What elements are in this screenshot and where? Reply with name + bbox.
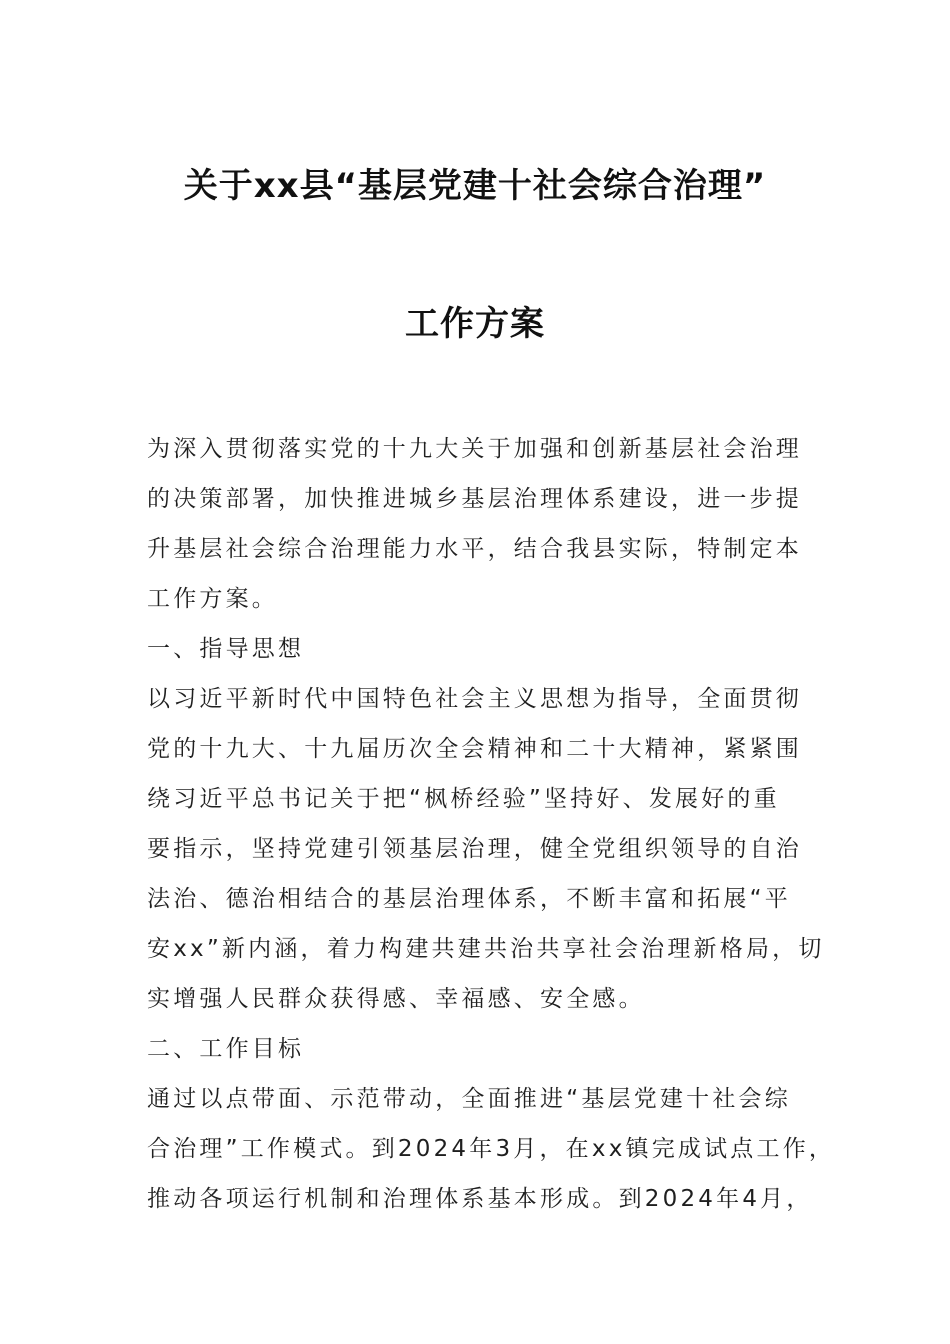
body-line: 安xx”新内涵，着力构建共建共治共享社会治理新格局，切 xyxy=(147,936,825,962)
body-line: 法治、德治相结合的基层治理体系，不断丰富和拓展“平 xyxy=(147,886,791,912)
section-heading: 二、工作目标 xyxy=(147,1036,305,1062)
body-line: 推动各项运行机制和治理体系基本形成。到2024年4月， xyxy=(147,1186,813,1212)
body-line: 升基层社会综合治理能力水平，结合我县实际，特制定本 xyxy=(147,536,802,562)
body-line: 通过以点带面、示范带动，全面推进“基层党建十社会综 xyxy=(147,1086,791,1112)
body-line: 绕习近平总书记关于把“枫桥经验”坚持好、发展好的重 xyxy=(147,786,780,812)
body-line: 党的十九大、十九届历次全会精神和二十大精神，紧紧围 xyxy=(147,736,802,762)
body-line: 以习近平新时代中国特色社会主义思想为指导，全面贯彻 xyxy=(147,686,802,712)
body-line: 的决策部署，加快推进城乡基层治理体系建设，进一步提 xyxy=(147,486,802,512)
body-line: 实增强人民群众获得感、幸福感、安全感。 xyxy=(147,986,645,1012)
body-line: 要指示，坚持党建引领基层治理，健全党组织领导的自治 xyxy=(147,836,802,862)
section-heading: 一、指导思想 xyxy=(147,636,305,662)
body-line: 合治理”工作模式。到2024年3月，在xx镇完成试点工作， xyxy=(147,1136,836,1162)
document-title-line2: 工作方案 xyxy=(405,304,545,344)
document-title-line1: 关于xx县“基层党建十社会综合治理” xyxy=(183,166,767,206)
body-line: 为深入贯彻落实党的十九大关于加强和创新基层社会治理 xyxy=(147,436,802,462)
body-line: 工作方案。 xyxy=(147,586,278,612)
